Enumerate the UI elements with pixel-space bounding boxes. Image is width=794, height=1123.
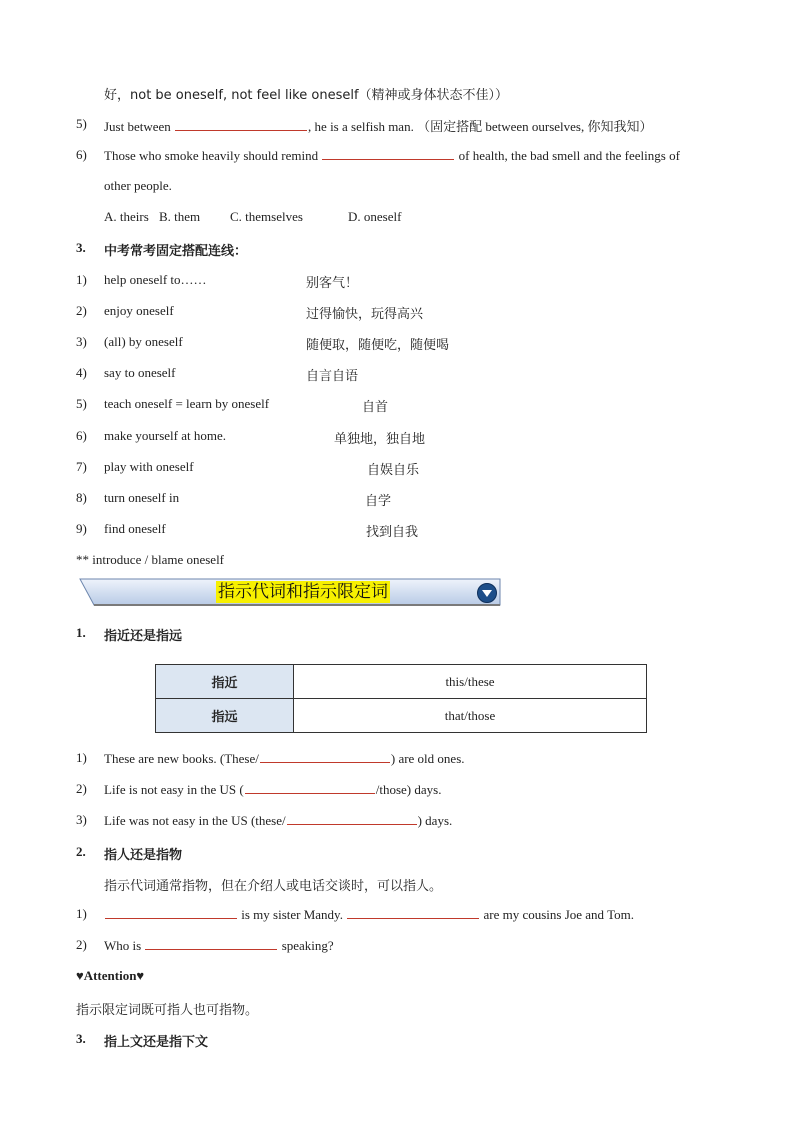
section-number: 2. [76, 844, 86, 859]
matching-zh: 自首 [362, 400, 389, 415]
answer-blank[interactable] [145, 937, 277, 950]
attention-description: 指示限定词既可指人也可指物。 [76, 1003, 259, 1018]
banner-title: 指示代词和指示限定词 [218, 582, 388, 602]
table-head: 指近 [156, 665, 294, 699]
matching-number: 1) [76, 272, 87, 287]
answer-blank[interactable] [260, 750, 390, 763]
question-text: These are new books. (These/ [104, 751, 259, 766]
matching-number: 6) [76, 428, 87, 443]
section-title: 指近还是指远 [104, 629, 183, 644]
question-text: Life is not easy in the US ( [104, 782, 244, 797]
matching-zh: 随便取，随便吃，随便喝 [306, 338, 450, 353]
near-far-table [155, 664, 647, 733]
exercise-1 [104, 750, 465, 767]
exercise-4 [104, 906, 634, 923]
matching-en: (all) by oneself [104, 334, 183, 349]
matching-number: 9) [76, 521, 87, 536]
matching-zh: 单独地，独自地 [334, 432, 426, 447]
question-6 [104, 147, 680, 164]
answer-blank[interactable] [347, 906, 479, 919]
question-text: Life was not easy in the US (these/ [104, 813, 286, 828]
answer-blank[interactable] [105, 906, 237, 919]
question-text: Those who smoke heavily should remind [104, 148, 322, 163]
matching-en: help oneself to…… [104, 272, 207, 287]
matching-en: say to oneself [104, 365, 176, 380]
matching-en: play with oneself [104, 459, 194, 474]
question-text: , he is a selfish man. （固定搭配 between ourselves, 你知我知） [308, 119, 653, 134]
matching-zh: 别客气！ [306, 276, 359, 291]
exercise-2 [104, 781, 441, 798]
matching-number: 2) [76, 303, 87, 318]
answer-blank[interactable] [245, 781, 375, 794]
answer-blank[interactable] [287, 812, 417, 825]
note-line: ** introduce / blame oneself [76, 552, 225, 567]
matching-number: 4) [76, 365, 87, 380]
question-number: 2) [76, 781, 87, 796]
question-text: ) are old ones. [390, 751, 465, 766]
question-number: 3) [76, 812, 87, 827]
matching-number: 3) [76, 334, 87, 349]
question-number: 2) [76, 937, 87, 952]
question-text: /those) days. [375, 782, 442, 797]
question-text: ) days. [417, 813, 453, 828]
section-title: 指上文还是指下文 [104, 1035, 209, 1050]
section-number: 3. [76, 1031, 86, 1046]
matching-number: 8) [76, 490, 87, 505]
section-banner [78, 578, 502, 606]
question-text: speaking? [278, 938, 334, 953]
section-title: 指人还是指物 [104, 848, 183, 863]
matching-number: 5) [76, 396, 87, 411]
matching-zh: 过得愉快，玩得高兴 [306, 307, 424, 322]
matching-en: teach oneself = learn by oneself [104, 396, 270, 411]
matching-en: find oneself [104, 521, 166, 536]
question-text: Who is [104, 938, 145, 953]
option-b: B. them [159, 209, 201, 224]
matching-en: make yourself at home. [104, 428, 227, 443]
matching-zh: 找到自我 [366, 525, 419, 540]
section-number: 3. [76, 240, 86, 255]
table-cell: that/those [294, 699, 647, 733]
table-cell: this/these [294, 665, 647, 699]
question-number: 1) [76, 906, 87, 921]
option-a: A. theirs [104, 209, 149, 224]
exercise-3 [104, 812, 452, 829]
matching-en: enjoy oneself [104, 303, 174, 318]
chevron-down-icon[interactable] [477, 583, 497, 603]
option-d: D. oneself [348, 209, 402, 224]
exercise-5 [104, 937, 334, 954]
question-number: 6) [76, 147, 87, 162]
answer-blank[interactable] [175, 118, 307, 131]
attention-heading: ♥Attention♥ [76, 968, 145, 983]
question-5 [104, 116, 653, 135]
question-text: of health, the bad smell and the feelings of [455, 148, 680, 163]
matching-en: turn oneself in [104, 490, 180, 505]
table-row [156, 699, 647, 733]
matching-number: 7) [76, 459, 87, 474]
section-number: 1. [76, 625, 86, 640]
option-c: C. themselves [230, 209, 303, 224]
section-description: 指示代词通常指物，但在介绍人或电话交谈时，可以指人。 [104, 879, 443, 894]
question-text: other people. [104, 178, 172, 193]
answer-blank[interactable] [322, 147, 454, 160]
matching-zh: 自言自语 [306, 369, 359, 384]
matching-zh: 自学 [365, 494, 392, 509]
question-number: 5) [76, 116, 87, 131]
table-row [156, 665, 647, 699]
table-head: 指远 [156, 699, 294, 733]
intro-line: 好，not be oneself, not feel like oneself（精神或身体状态不佳）） [104, 88, 509, 103]
question-text: Just between [104, 119, 175, 134]
section-title: 中考常考固定搭配连线： [104, 244, 248, 259]
question-text: are my cousins Joe and Tom. [480, 907, 634, 922]
matching-zh: 自娱自乐 [367, 463, 420, 478]
question-text: is my sister Mandy. [238, 907, 347, 922]
question-number: 1) [76, 750, 87, 765]
